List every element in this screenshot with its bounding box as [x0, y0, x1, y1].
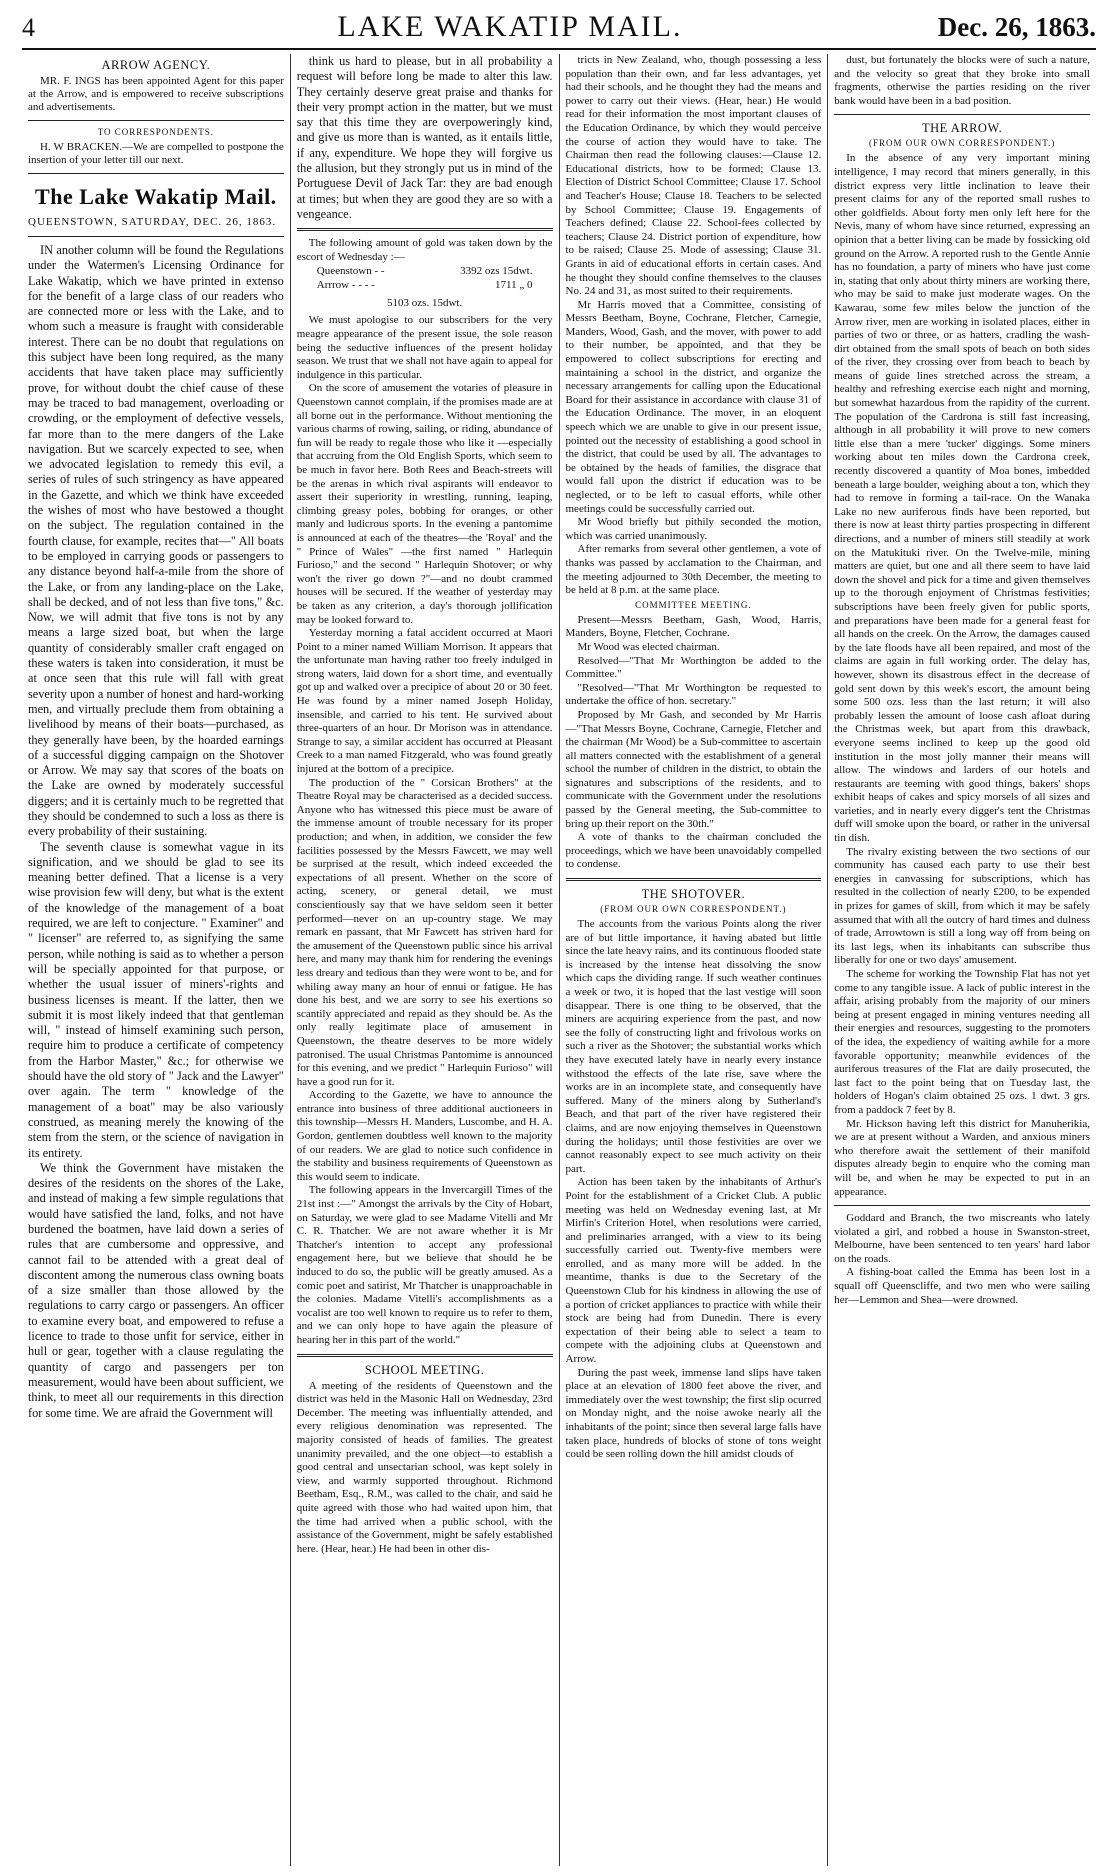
- heading-school-meeting: SCHOOL MEETING.: [364, 1362, 485, 1377]
- gold-row: [297, 264, 553, 278]
- news-paragraph: On the score of amusement the votaries of pleasure in Queenstown cannot complain, if the promises made are at all borne out in the performance. Without mentioning the various charms of rowing, sailing, or riding, abundance of fun will be ready to regale those who like it —especially that accruing from the Old English Sports, which seem to be much in favor here. Both Rees and Beach-streets will be the arenas in which rival aspirants will endeavor to assert their superiority in wrestling, running, leaping, climbing greasy poles, bobbing for oranges, or other manly and ludicrous sports. In the evening a pantomime is announced at each of the theatres—the 'Royal' and the " Prince of Wales" —the first named " Harlequin Furioso," and the second " Harlequin Shotover; or why won't the river go down ?"—and no doubt crammed houses will be secured. If the weather of yesterday may be taken as any criterion, a day's thorough jollification may be looked forward to.: [296, 382, 553, 626]
- newspaper-title: LAKE WAKATIP MAIL.: [337, 10, 683, 43]
- editorial-paragraph: IN another column will be found the Regulations under the Watermen's Licensing Ordinance for Lake Wakatip, which we have printed in extenso for the benefit of a large class of our readers who are connected more or less with the Lake, and to whom such a measure is fraught with considerable interest. There can be no doubt that regulations on this subject have been long required, as the many accidents that have taken place may sufficiently prove, for without doubt the chief cause of these may be traced to bad management, overloading or crowding, or the employment of defective vessels, far more than to the mere dangers of the Lake navigation. But we scarcely expected to see, when we advocated legislation to remedy this evil, a series of rules of such stringency as have appeared in the Gazette, and which we think have exceeded the wishes of most who have bestowed a thought on the subject. The regulation contained in the fourth clause, for example, recites that—" All boats to be employed in carrying goods or passengers to any distance beyond half-a-mile from the shore of the Lake, or from any landing-place on the Lake, shall be decked, and of not less than five tons," &c. Now, we will admit that five tons is not by any means a large sized boat, but when the large quantity of considerably smaller craft engaged on these waters is taken into consideration, it must be at once seen that this rule will fall with great severity upon a number of honest and hard-working men, and virtually preclude them from obtaining a livelihood by means of their boats—purchased, as they generally have been, by the hoarded earnings of a successful digging campaign on the Shotover or Arrow. We may say that scores of the boats on the Lake are owned by moderately successful diggers; and it is certainly much to be regretted that they should be condemned to such a loss as there is every probability of their sustaining.: [28, 243, 284, 839]
- news-paragraph: dust, but fortunately the blocks were of such a nature, and the velocity so great that they broke into small fragments, otherwise the parties residing on the river bank would have been in a bad position.: [834, 54, 1090, 107]
- column-1: [22, 54, 291, 1866]
- news-paragraph: Yesterday morning a fatal accident occurred at Maori Point to a miner named William Morrison. It appears that the unfortunate man having rather too freely indulged in strong waters, laid down for a short time, and eventually got up and walked over a precipice of about 20 or 30 feet. He was found by a miner named Joseph Holiday, insensible, and carried to his tent. He survived about three-quarters of an hour. Dr Morison was in attendance. Strange to say, a similar accident has occurred at Pleasant Creek to a man named Fitzgerald, who was found greatly injured at the bottom of a precipice.: [296, 627, 553, 776]
- divider: [297, 1354, 553, 1357]
- gold-intro: The following amount of gold was taken down by the escort of Wednesday :—: [296, 237, 553, 263]
- column-4: [828, 54, 1096, 1866]
- notice-correspondents: H. W BRACKEN.—We are compelled to postpone the insertion of your letter till our next.: [28, 141, 284, 166]
- dateline: QUEENSTOWN, SATURDAY, DEC. 26, 1863.: [28, 216, 277, 228]
- news-paragraph: "Resolved—"That Mr Worthington be requested to undertake the office of hon. secretary.": [565, 681, 822, 708]
- news-paragraph: During the past week, immense land slips have taken place at an elevation of 1800 feet above the river, and immediately over the west township; the first slip ocurred on Monday night, and the noise awoke nearly all the inhabitants of the point; since then several large falls have taken place, hundreds of blocks of stone of tons weight could be seen rolling down the hill amidst clouds of: [565, 1366, 822, 1461]
- news-paragraph: Mr Wood briefly but pithily seconded the motion, which was carried unanimously.: [565, 516, 822, 542]
- heading-correspondents: TO CORRESPONDENTS.: [97, 127, 215, 137]
- nameplate: The Lake Wakatip Mail.: [35, 184, 277, 209]
- heading-the-arrow: THE ARROW.: [922, 121, 1003, 136]
- news-paragraph: In the absence of any very important mining intelligence, I may record that miners generally, in this district express very little inclination to leave their present claims for any of the reported small rushes to other goldfields. About forty men only left here for the Nevis, many of whom have since returned, expressing an opinion that a better living can be made by fossicking old ground on the Arrow. A reported rush to the Gentle Annie has no foundation, a party of miners who have just come in, stating that only about thirty miners are working there, who may be said to make just moderate wages. On the Kawarau, some few miles below the junction of the Arrow river, men are working in isolated places, either in parties of two or three, or as hatters, cradling the wash-dirt obtained from the small spots of beach on both sides of the river, they crossing over from beach to beach by means of guide lines stretched across the stream, a healthy and refreshing exercise each night and morning, but somewhat hazardous from the rapidity of the current. The population of the Cardrona is still fast increasing, although in all probability it will prove to new comers little else than a mere 'tucker' diggings. Some miners working about ten miles down the Cardrona creek, recently discovered a quantity of Moa bones, imbedded beneath a large boulder, weighing about a ton, which they had to remove in forming a tail-race. On the Wanaka Lake no new auriferous finds have been reported, but there is now at least thirty parties prospecting in different directions, and a number of miners still steadily at work on the Matukituki river. On the Twelve-mile, mining matters are quiet, but one and all there seem to have laid down the shovel and pick for a time and given themselves up to the thorough enjoyment of Christmas festivities; subscriptions have been freely given for public sports, and preparations have been made for a general feast for all hands on the creek. On the Arrow, the damages caused by the late floods have all been repaired, and most of the claims are again in full working order. The delay has, however, shown its disastrous effect in the decrease of gold sent down by this week's escort, the amount being some 500 ozs. less than the last return; it will also probably lessen the amount of loose cash afloat during the Christmas week, but apart from this drawback, everyone seems inclined to keep up the good old institution in the most jolly manner their means will allow. The windows and larders of our hotels and restaurants are teeming with good things, bakers' shops exhibit heaps of cakes and spicy morsels of all sizes and varieties, and in nearly every digger's tent the Christmas duff will smoke upon the board, or rather in the universal tin dish.: [834, 152, 1090, 845]
- column-2: [291, 54, 560, 1866]
- heading-committee-meeting: COMMITTEE MEETING.: [635, 599, 752, 610]
- news-paragraph: A vote of thanks to the chairman concluded the proceedings, which we have been unavoidably compelled to condense.: [565, 831, 822, 871]
- news-paragraph: Mr Harris moved that a Committee, consisting of Messrs Beetham, Boyne, Cochrane, Fletcher, Carnegie, Manders, Wood, Gash, and the mover, with power to add to their number, be appointed, and that they be empowered to collect subscriptions for erecting and maintaining a school in the district, and organize the necessary arrangements for calling upon the Educational Board for their assistance in accordance with clause 31 of the Education Ordinance. The mover, in an eloquent speech which we are unable to give in our present issue, pointed out the necessity of establishing a good school in the district, that could be used by all. The advantages to be obtained by the heads of families, the disgrace that would fall upon the district if education was to be neglected, or to be left to casual efforts, while other meetings could be successfully carried out.: [565, 298, 822, 515]
- editorial-paragraph: think us hard to please, but in all probability a request will before long be made to alter this law. They certainly deserve great praise and thanks for their very prompt action in the matter, but we must say that this time they are overpoweringly kind, and give us more than is wanted, as it entails little, if any, expenditure. We hope they will forgive us the allusion, but they strongly put us in mind of the Portuguese Devil of Jack Tar: they are bad enough at times; but when they are good they are so with a vengeance.: [296, 54, 553, 221]
- news-paragraph: The rivalry existing between the two sections of our community has caused each party to use their best energies in canvassing for subscriptions, which has resulted in the collection of nearly £200, to be expended in prizes for games of skill, from which it may be safely assumed that with all the outcry of hard times and dulness of trade, Arrowtown is still a long way off from being on its last legs, when its inhabitants can subscribe thus liberally for one or two days' amusement.: [834, 845, 1090, 967]
- news-paragraph: Resolved—"That Mr Worthington be added to the Committee.": [565, 654, 822, 681]
- news-paragraph: Present—Messrs Beetham, Gash, Wood, Harris, Manders, Boyne, Fletcher, Cochrane.: [565, 613, 822, 640]
- news-paragraph: Mr. Hickson having left this district for Manuherikia, we are at present without a Warden, and anxious miners who therefore await the settlement of their manifold disputes already begin to enquire who the coming man will be, and when he may be expected to put in an appearance.: [834, 1117, 1090, 1198]
- heading-shotover: THE SHOTOVER.: [641, 887, 746, 902]
- divider: [834, 114, 1090, 115]
- gold-total: 5103 ozs. 15dwt.: [387, 297, 463, 310]
- column-3: [560, 54, 829, 1866]
- news-paragraph: After remarks from several other gentlemen, a vote of thanks was passed by acclamation to the Chairman, and the meeting adjourned to 30th December, the meeting to be held at 8 p.m. at the same place.: [565, 543, 822, 597]
- news-paragraph: We must apologise to our subscribers for the very meagre appearance of the present issue, the sole reason being the seductive influences of the present holiday season. We trust that we shall not have again to appeal for indulgence in this particular.: [296, 314, 553, 381]
- news-paragraph: tricts in New Zealand, who, though possessing a less population than their own, and far less advantages, yet had their schools, and he thought they had the means and power to carry out their views. (Hear, hear.) He would read for their information the most important clauses of the Education Ordinance, by which they would perceive the course of action they would have to take. The Chairman then read the following clauses:—Clause 12. Educational districts, how to be formed; Clause 13. Election of District School Committee; Clause 17. School and Teacher's House; Clause 18. Teachers to be selected by School Committee; Clause 19. Engagements of Teachers defined; Clause 22. School-fees collected by teachers; Clause 24. District portion of expenditure, how to be raised; Clause 25. Mode of assessing; Clause 31. Grants in aid of educational efforts in certain cases. And he thought they should confine themselves to the clauses No. 24 and 31, as most suited to their requirements.: [565, 54, 822, 298]
- columns: [22, 54, 1096, 1866]
- gold-amount: 3392 ozs 15dwt.: [460, 265, 533, 278]
- divider: [834, 1205, 1090, 1206]
- news-paragraph: The following appears in the Invercargill Times of the 21st inst :—" Amongst the arrivals by the City of Hobart, on Saturday, we were glad to see Madame Vitelli and Mr C. R. Thatcher. We are not aware whether it is Mr Thatcher's intention to accept any professional engagement here, but we believe that should he be induced to do so, the public will be greatly amused. As a comic poet and satirist, Mr Thatcher is unapproachable in the colonies. Madame Vitelli's accomplishments as a vocalist are too well known to require us to refer to them, and we can only hope to have again the pleasure of hearing her in this part of the world.": [296, 1184, 553, 1346]
- news-paragraph: Action has been taken by the inhabitants of Arthur's Point for the establishment of a Cricket Club. A public meeting was held on Wednesday evening last, at Mr Mirfin's Criterion Hotel, when resolutions were carried, and preliminaries arranged, with a view to its being successfully carried out. Twenty-five members were enrolled, and as many more will be added. In the meantime, thanks is due to the Secretary of the Queenstown Club for his kindness in allowing the use of a portion of cricket appliances to practice with while their stock are being had from Dunedin. There is every expectation of their being able to select a team to compete with the adjoining clubs at Queenstown and Arrow.: [565, 1176, 822, 1366]
- news-paragraph: The production of the " Corsican Brothers" at the Theatre Royal may be characterised as a decided success. Anyone who has witnessed this piece must be aware of the immense amount of trouble necessary for its proper production; and when, in addition, we consider the few facilities possessed by the Messrs Fawcett, we may well be surprised at the result, which indeed exceeded the expectations of all present. Whether on the score of acting, scenery, or general detail, we must conscientiously say that we have seldom seen it better performed—never on an up-country stage. We may remark en passant, that Mr Fawcett has striven hard for the amusement of the Queenstown public since his arrival here, and many may thank him for rendering the evenings less dreary and tedious than they were wont to be, and for whiling away many an hour of ennui or fatigue. He has done his best, and we are sorry to see his exertions so scantily appreciated and repaid as they should be. As the only really legitimate place of amusement in Queenstown, the theatre deserves to be more widely patronised. The usual Christmas Pantomime is announced for this evening, and we predict " Harlequin Furioso" will have a good run for it.: [296, 776, 553, 1088]
- editorial-paragraph: We think the Government have mistaken the desires of the residents on the shores of the Lake, and instead of making a few simple regulations that would have satisfied the land, folks, and not have burdened the boatmen, have laid down a series of rules that are cumbersome and oppressive, and cannot fail to be attended with a great deal of discontent among the numerous class owning boats of a size smaller than those allowed by the regulations to carry cargo or passengers. An officer to examine every boat, and empowered to refuse a licence to trade to those unfit for service, either in hull or gear, together with a clause regulating the quantity of cargo and passengers per ton measurement, would have been about sufficient, we think, to meet all our requirements in this direction for some time. We are afraid the Government will: [28, 1160, 284, 1420]
- heading-arrow-agency: ARROW AGENCY.: [101, 58, 211, 72]
- news-paragraph: A meeting of the residents of Queenstown and the district was held in the Masonic Hall on Wednesday, 23rd December. The meeting was influentially attended, and every religious denomination was represented. The majority consisted of heads of families. The greatest unanimity prevailed, and the one object—to establish a good central and unsectarian school, was kept solely in view, and warmly supported throughout. Richmond Beetham, Esq., R.M., was called to the chair, and said he quite agreed with those who had waited upon him, that the time had arrived when a public school, with the assistance of the Government, might be safely established here. (Hear, hear.) He had been in other dis-: [296, 1379, 553, 1555]
- divider: [297, 228, 553, 231]
- news-paragraph: The accounts from the various Points along the river are of but little importance, it having abated but little since the late heavy rains, and its continuous flooded state is increased by the intense heat dissolving the snow which caps the dividing range. If such weather continues a week or two, it is hoped that the last vestige will soon disappear. There is one thing to be observed, that the miners are acquiring experience from the past, and now see the folly of constructing light and frivolous works on such a river as the Shotover; the substantial works which they have executed lately have in nearly every instance withstood the effects of the late rise, save where the works are in an incomplete state, and consequently have suffered. Many of the miners along by Sutherland's Beach, and that part of the river have registered their claims, and are now enjoying themselves in Queenstown during the holidays; until those festivities are over we cannot reasonably expect to see much activity on their part.: [565, 918, 822, 1175]
- news-paragraph: Goddard and Branch, the two miscreants who lately violated a girl, and robbed a house in Swanston-street, Melbourne, have been sentenced to ten years' hard labor on the roads.: [834, 1212, 1090, 1265]
- correspondent-note: (FROM OUR OWN CORRESPONDENT.): [868, 138, 1056, 149]
- editorial-paragraph: The seventh clause is somewhat vague in its signification, and we should be glad to see its meaning better defined. That a license is a very wise provision few will deny, but what is the extent of the knowledge of the management of a boat required, we are left to conjecture. " Examiner" and " licenser" are referred to, as signifying the same person, while nothing is said as to whether a person will be specially appointed for that purpose, or whether the usual issuer of miners'-rights and business licenses is meant. If the latter, then we submit it is most likely indeed that that gentleman will, " instead of himself examining such person, require him to produce a certificate of competency from the Harbor Master," &c.; for otherwise we should have the old story of " Jack and the Lawyer" over again. The term " knowledge of the management of a boat" may be also variously construed, as meaning merely the knowing of the stem from the stern, or the science of navigation in its entirety.: [28, 839, 284, 1160]
- news-paragraph: Proposed by Mr Gash, and seconded by Mr Harris—"That Messrs Boyne, Cochrane, Carnegie, Fletcher and the chairman (Mr Wood) be a Sub-committee to ascertain all matters connected with the establishment of a general school the number of children in the district, to obtain the signatures and subscriptions of the residents, and to communicate with the Government under the resolutions passed by the General meeting, the Sub-committee to bring up their report on the 30th.": [565, 708, 822, 830]
- news-paragraph: The scheme for working the Township Flat has not yet come to any tangible issue. A lack of public interest in the affair, arising probably from the majority of our miners being at present engaged in mining ventures needing all their energies and resources, suggesting to the promoters of the idea, the expediency of waiting awhile for a more favorable opportunity; meanwhile evidences of the auriferous treasures of the Flat are daily prosecuted, the last fact to the point being that on Tuesday last, the holders of Hogan's claim obtained 25 ozs. 1 dwt. 3 grs. from a paddock 7 feet by 8.: [834, 968, 1090, 1116]
- gold-row: [297, 278, 553, 292]
- page-number: 4: [22, 13, 35, 42]
- notice-arrow-agency: MR. F. INGS has been appointed Agent for this paper at the Arrow, and is empowered to receive subscriptions and advertisements.: [28, 75, 284, 113]
- masthead: [22, 10, 1096, 50]
- gold-place: Arrrow - - - -: [316, 279, 375, 292]
- news-paragraph: According to the Gazette, we have to announce the entrance into business of three additional auctioneers in this township—Messrs H. Manders, Luscombe, and H. A. Gordon, gentlemen doubtless well known to the majority of our readers. We are glad to notice such confidence in the stability and business requirements of Queenstown as this would seem to indicate.: [296, 1089, 553, 1183]
- divider: [28, 236, 284, 237]
- gold-escort-table: [297, 237, 553, 310]
- news-paragraph: Mr Wood was elected chairman.: [577, 640, 720, 653]
- news-paragraph: A fishing-boat called the Emma has been lost in a squall off Queenscliffe, and two men who were sailing her—Lemmon and Shea—were drowned.: [834, 1266, 1090, 1306]
- correspondent-note: (FROM OUR OWN CORRESPONDENT.): [600, 904, 787, 915]
- issue-date: Dec. 26, 1863.: [937, 12, 1096, 42]
- gold-amount: 1711 „ 0: [495, 279, 533, 292]
- divider: [566, 878, 822, 881]
- divider: [28, 120, 284, 121]
- divider: [28, 173, 284, 174]
- gold-place: Queenstown - -: [316, 265, 385, 278]
